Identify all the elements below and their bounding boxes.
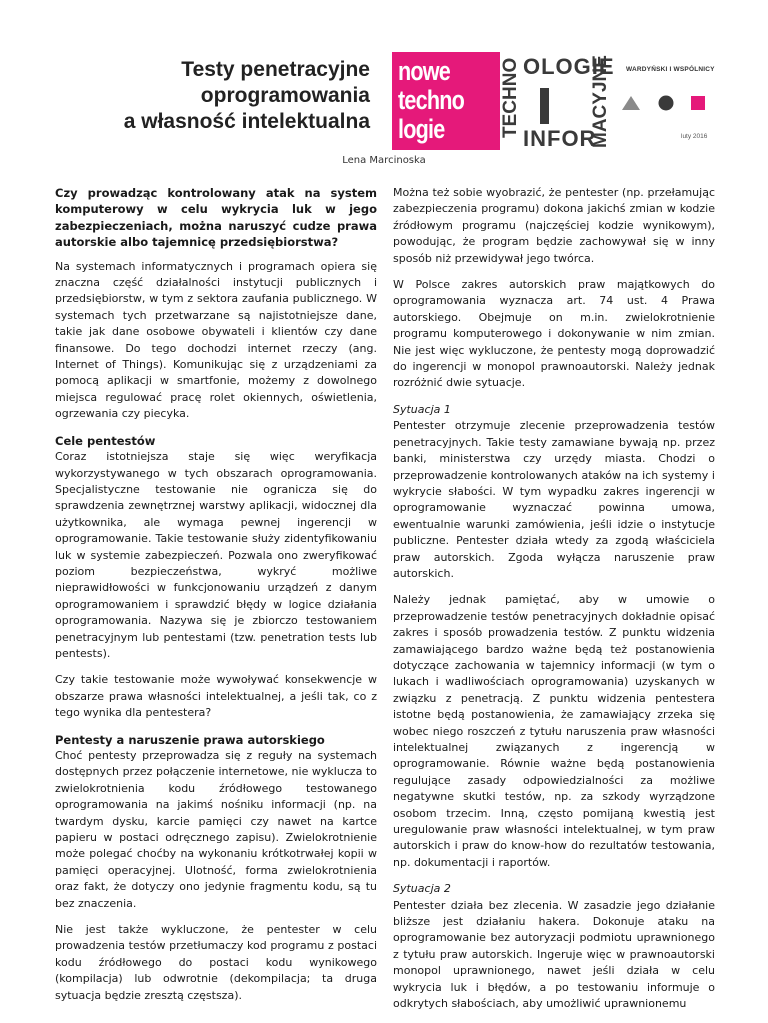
triangle-icon (622, 96, 640, 110)
logo-word-nowe: nowe (398, 56, 451, 86)
logo-shapes (622, 94, 710, 112)
title-line-3: a własność intelektualna (123, 110, 370, 133)
title-line-1: Testy penetracyjne (181, 58, 370, 81)
issue-date: luty 2016 (681, 133, 708, 140)
firm-name: WARDYŃSKI I WSPÓLNICY (626, 66, 715, 73)
section-heading: Cele pentestów (55, 433, 156, 448)
logo-word-logie: logie (398, 114, 445, 144)
paragraph: Nie jest także wykluczone, że pentester w celu prowadzenia testów przetłumaczy kod programu z postaci kodu źródłowego do postaci kodu wynikowego (kompilacja) lub odwrotnie (dekompilacja; ta druga sytuacja będzie zresztą częstsza). (55, 923, 377, 1002)
paragraph: Coraz istotniejsza staje się więc weryfikacja wykorzystywanego w tych obszarach oprogramowania. Specjalistyczne testowanie nie ogranicza się do sprawdzenia zewnętrznej warstwy aplikacji, widocznej dla użytkownika, ale wymaga pewnej ingerencji w oprogramowanie. Takie testowanie służy zidentyfikowaniu luk w systemie zabezpieczeń. Pozwala ono zweryfikować poziom bezpieczeństwa, wykryć możliwe nieprawidłowości w funkcjonowaniu urządzeń z danym oprogramowaniem i sprawdzić błędy w logice działania oprogramowania. Nazywa się je zbiorczo testowaniem penetracyjnym lub pentestami (tzw. penetration tests lub pentests). (55, 450, 377, 660)
lead-question: Czy prowadząc kontrolowany atak na system komputerowy w celu wykrycia luk w jego zabezpieczeniach, można naruszyć cudze prawa autorskie albo tajemnicę przedsiębiorstwa? (55, 186, 377, 250)
paragraph: Należy jednak pamiętać, aby w umowie o przeprowadzenie testów penetracyjnych dokładnie opisać zakres i sposób prowadzenia testów. Z punktu widzenia zamawiającego bardzo ważne będą też postanowienia dotyczące zachowania w tajemnicy informacji (w tym o lukach i wadliwościach oprogramowania) uzyskanych w związku z penetracją. Z punktu widzenia pentestera istotne będą postanowienia, że zamawiający zrzeka się wobec niego roszczeń z tytułu naruszenia praw własności intelektualnej związanych z ingerencją w oprogramowanie. Równie ważne będą postanowienia regulujące zasady odpowiedzialności za możliwe negatywne skutki testów, np. za szkody wyrządzone osobom trzecim. Inną, często pomijaną kwestią jest uregulowanie praw własności intelektualnej, w tym praw autorskich i praw do know-how do rezultatów testowania, np. dokumentacji i raportów. (393, 593, 715, 869)
paragraph: Czy takie testowanie może wywoływać konsekwencje w obszarze prawa własności intelektualnej, a jeśli tak, co z tego wynika dla pentestera? (55, 673, 377, 720)
paragraph: Można też sobie wyobrazić, że pentester (np. przełamując zabezpieczenia programu) dokona jakichś zmian w kodzie źródłowym programu (najczęściej kodzie wynikowym), powodując, że program będzie zachowywał się w inny sposób niż przewidywał jego twórca. (393, 186, 715, 265)
situation-heading: Sytuacja 1 (393, 402, 451, 416)
left-column (55, 185, 377, 1014)
circle-icon (659, 96, 674, 111)
logo-techno-vertical: TECHNO (500, 57, 521, 138)
logo-ologie: OLOGIE (523, 54, 615, 79)
logo-pink-block (392, 52, 500, 150)
section-heading: Pentesty a naruszenie prawa autorskiego (55, 732, 325, 747)
paragraph: Na systemach informatycznych i programach opiera się znaczna część działalności instytucji publicznych i przedsiębiorstw, w tym z sektora zaufania publicznego. W systemach tych przetwarzane są najistotniejsze dane, takie jak dane osobowe obywateli i klientów czy dane finansowe. Do tego dochodzi internet rzeczy (ang. Internet of Things). Komunikując się z urządzeniami za pomocą aplikacji w smartfonie, możemy z dowolnego miejsca regulować pracę rolet okiennych, oświetlenia, ogrzewania czy piecyka. (55, 259, 377, 421)
author: Lena Marcinoska (342, 155, 426, 166)
logo-word-techno: techno (398, 85, 465, 115)
paragraph: Pentester otrzymuje zlecenie przeprowadzenia testów penetracyjnych. Takie testy zamawiane bywają np. przez banki, ministerstwa czy urzędy miasta. Chodzi o przeprowadzenie kontrolowanych ataków na ich systemy i wykrycie słabości. W tym wypadku zakres ingerencji w oprogramowanie wyznaczać powinna umowa, ewentualnie warunki zamówienia, jeśli idzie o instytucje publiczne. Pentester działa wtedy za zgodą właściciela praw autorskich. Zgoda wyłącza naruszenie praw autorskich. (393, 419, 715, 580)
logo-infor: INFOR (523, 126, 597, 151)
title-line-2: oprogramowania (200, 84, 370, 107)
paragraph: Choć pentesty przeprowadza się z reguły na systemach dostępnych przez połączenie internetowe, nie wyklucza to zwielokrotnienia kodu źródłowego testowanego oprogramowania na jakimś nośniku informacji (np. na twardym dysku, karcie pamięci czy nawet na kartce papieru w postaci odręcznego zapisu). Zwielokrotnienie może polegać choćby na wykonaniu krótkotrwałej kopii w pamięci operacyjnej. Ulotność, forma zwielokrotnienia oraz fakt, że dotyczy ono jedynie fragmentu kodu, są tu bez znaczenia. (55, 749, 377, 910)
square-icon (691, 96, 705, 110)
paragraph: Pentester działa bez zlecenia. W zasadzie jego działanie bliższe jest działaniu hakera. Dokonuje ataku na oprogramowanie bez autoryzacji podmiotu uprawnionego z tytułu praw autorskich. Ingeruje więc w prawnoautorski monopol uprawnionego, nawet jeśli działa w celu wykrycia luk i błędów, a po testowaniu informuje o odkrytych słabościach, aby umożliwić uprawnionemu (393, 898, 715, 1011)
situation-heading: Sytuacja 2 (393, 882, 451, 896)
right-column (393, 185, 715, 1023)
logo-bar (540, 88, 549, 124)
paragraph: W Polsce zakres autorskich praw majątkowych do oprogramowania wyznacza art. 74 ust. 4 Prawa autorskiego. Obejmuje on m.in. zwielokrotnienie programu komputerowego i dokonywanie w nim zmian. Nie jest więc wykluczone, że pentesty mogą doprowadzić do ingerencji w monopol prawnoautorski. Należy jednak rozróżnić dwie sytuacje. (393, 278, 715, 390)
article-title (30, 57, 370, 135)
logo-macyjne-vertical: MACYJNE (590, 55, 611, 148)
